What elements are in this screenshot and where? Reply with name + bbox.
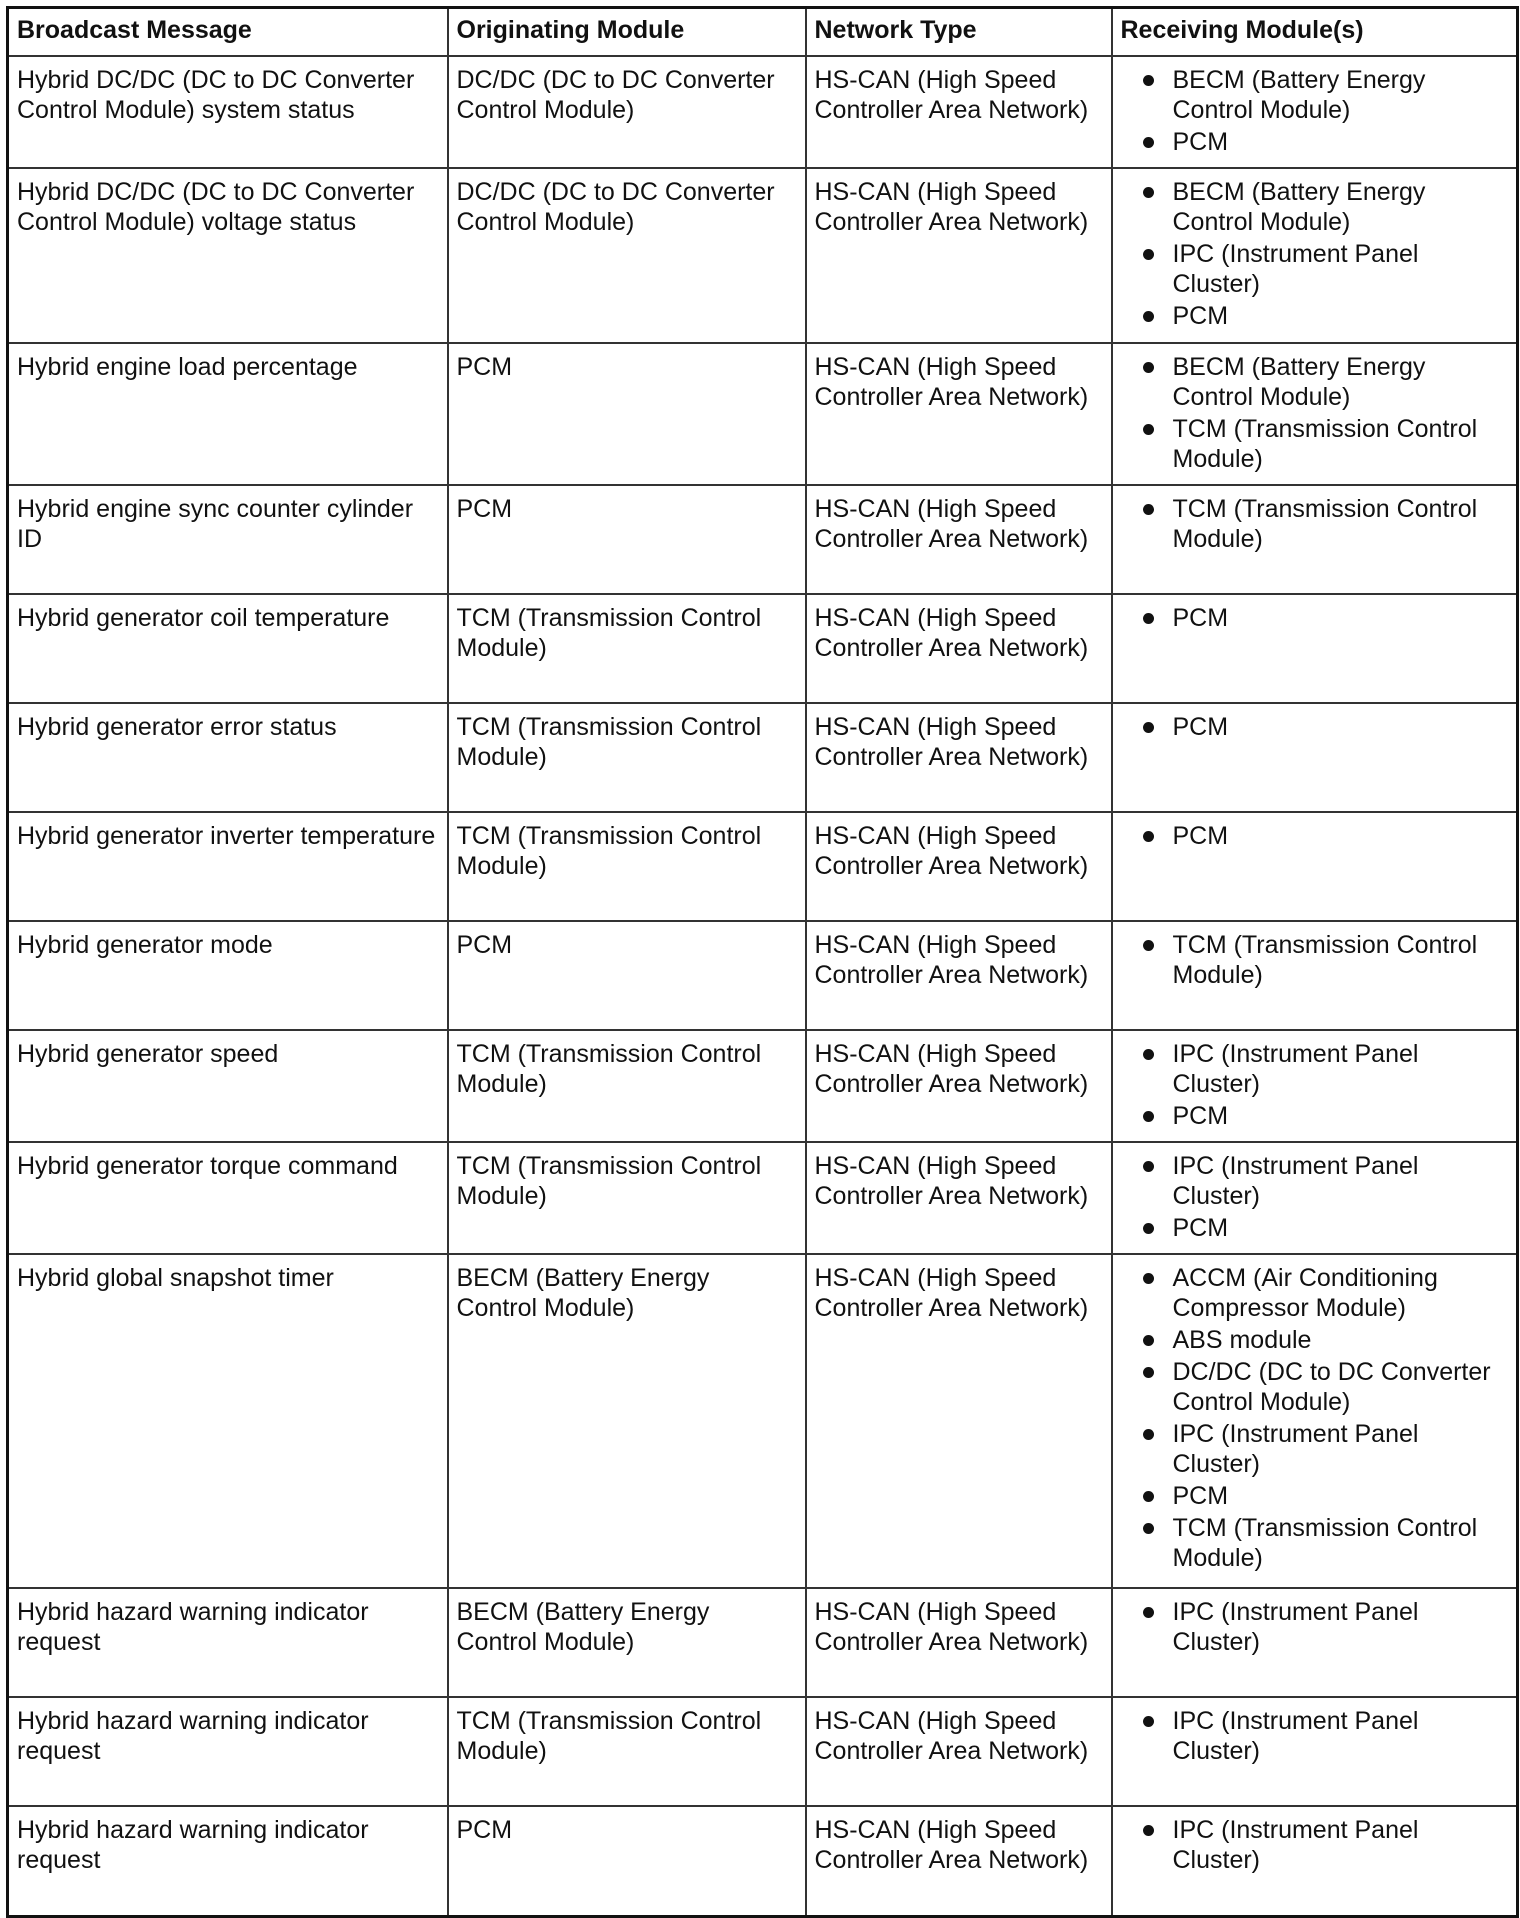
receiving-module-label: TCM (Transmission Control Module) [1172, 1514, 1478, 1572]
cell-network-type: HS-CAN (High Speed Controller Area Network) [806, 1142, 1112, 1254]
header-broadcast-message: Broadcast Message [8, 8, 448, 57]
table-row [8, 594, 1518, 703]
bullet-icon [1143, 1716, 1154, 1727]
receiving-module-label: PCM [1172, 822, 1229, 850]
list-item [1121, 1513, 1509, 1573]
cell-receiving-modules [1112, 812, 1518, 921]
receiving-modules-list [1121, 177, 1509, 331]
list-item [1121, 1325, 1509, 1355]
list-item [1121, 414, 1509, 474]
receiving-module-label: PCM [1172, 128, 1229, 156]
receiving-module-label: PCM [1172, 604, 1229, 632]
cell-receiving-modules [1112, 56, 1518, 168]
cell-broadcast-message: Hybrid generator speed [8, 1030, 448, 1142]
receiving-module-label: ACCM (Air Conditioning Compressor Module) [1172, 1264, 1438, 1322]
cell-broadcast-message: Hybrid generator mode [8, 921, 448, 1030]
cell-broadcast-message: Hybrid DC/DC (DC to DC Converter Control Module) voltage status [8, 168, 448, 343]
cell-broadcast-message: Hybrid generator error status [8, 703, 448, 812]
bullet-icon [1143, 362, 1154, 373]
list-item [1121, 930, 1509, 990]
cell-originating-module: PCM [448, 485, 806, 594]
list-item [1121, 1706, 1509, 1766]
cell-originating-module: TCM (Transmission Control Module) [448, 1142, 806, 1254]
header-network-type: Network Type [806, 8, 1112, 57]
cell-originating-module: PCM [448, 921, 806, 1030]
bullet-icon [1143, 940, 1154, 951]
table-row [8, 1254, 1518, 1588]
cell-receiving-modules [1112, 703, 1518, 812]
receiving-modules-list [1121, 1597, 1509, 1657]
receiving-module-label: TCM (Transmission Control Module) [1172, 495, 1478, 553]
cell-receiving-modules [1112, 1806, 1518, 1916]
receiving-modules-list [1121, 1706, 1509, 1766]
receiving-module-label: TCM (Transmission Control Module) [1172, 931, 1478, 989]
list-item [1121, 1039, 1509, 1099]
cell-broadcast-message: Hybrid hazard warning indicator request [8, 1806, 448, 1916]
bullet-icon [1143, 1607, 1154, 1618]
receiving-module-label: IPC (Instrument Panel Cluster) [1172, 1420, 1419, 1478]
cell-broadcast-message: Hybrid hazard warning indicator request [8, 1697, 448, 1806]
receiving-module-label: PCM [1172, 302, 1229, 330]
cell-network-type: HS-CAN (High Speed Controller Area Network) [806, 812, 1112, 921]
list-item [1121, 301, 1509, 331]
cell-network-type: HS-CAN (High Speed Controller Area Network) [806, 343, 1112, 485]
table-row [8, 56, 1518, 168]
list-item [1121, 177, 1509, 237]
cell-receiving-modules [1112, 1254, 1518, 1588]
cell-network-type: HS-CAN (High Speed Controller Area Network) [806, 1030, 1112, 1142]
receiving-module-label: PCM [1172, 1102, 1229, 1130]
broadcast-message-table [6, 6, 1519, 1918]
list-item [1121, 352, 1509, 412]
cell-originating-module: DC/DC (DC to DC Converter Control Module) [448, 168, 806, 343]
cell-broadcast-message: Hybrid global snapshot timer [8, 1254, 448, 1588]
cell-receiving-modules [1112, 594, 1518, 703]
cell-receiving-modules [1112, 1142, 1518, 1254]
cell-originating-module: BECM (Battery Energy Control Module) [448, 1588, 806, 1697]
receiving-module-label: BECM (Battery Energy Control Module) [1172, 66, 1426, 124]
list-item [1121, 1419, 1509, 1479]
cell-originating-module: BECM (Battery Energy Control Module) [448, 1254, 806, 1588]
header-receiving-modules: Receiving Module(s) [1112, 8, 1518, 57]
cell-network-type: HS-CAN (High Speed Controller Area Network) [806, 168, 1112, 343]
table-body [8, 56, 1518, 1916]
cell-network-type: HS-CAN (High Speed Controller Area Network) [806, 1806, 1112, 1916]
cell-originating-module: PCM [448, 343, 806, 485]
receiving-modules-list [1121, 1263, 1509, 1573]
receiving-module-label: PCM [1172, 713, 1229, 741]
table-row [8, 1697, 1518, 1806]
cell-network-type: HS-CAN (High Speed Controller Area Network) [806, 594, 1112, 703]
list-item [1121, 127, 1509, 157]
receiving-module-label: DC/DC (DC to DC Converter Control Module) [1172, 1358, 1491, 1416]
table-row [8, 168, 1518, 343]
receiving-modules-list [1121, 65, 1509, 157]
cell-broadcast-message: Hybrid engine load percentage [8, 343, 448, 485]
table-row [8, 921, 1518, 1030]
table-row [8, 703, 1518, 812]
bullet-icon [1143, 424, 1154, 435]
list-item [1121, 821, 1509, 851]
cell-network-type: HS-CAN (High Speed Controller Area Network) [806, 703, 1112, 812]
receiving-modules-list [1121, 494, 1509, 554]
receiving-modules-list [1121, 352, 1509, 474]
list-item [1121, 1597, 1509, 1657]
list-item [1121, 1151, 1509, 1211]
receiving-module-label: IPC (Instrument Panel Cluster) [1172, 1152, 1419, 1210]
cell-network-type: HS-CAN (High Speed Controller Area Network) [806, 921, 1112, 1030]
bullet-icon [1143, 187, 1154, 198]
bullet-icon [1143, 1491, 1154, 1502]
cell-broadcast-message: Hybrid generator torque command [8, 1142, 448, 1254]
bullet-icon [1143, 1273, 1154, 1284]
receiving-modules-list [1121, 930, 1509, 990]
bullet-icon [1143, 75, 1154, 86]
list-item [1121, 1481, 1509, 1511]
bullet-icon [1143, 311, 1154, 322]
cell-receiving-modules [1112, 343, 1518, 485]
receiving-modules-list [1121, 603, 1509, 633]
cell-broadcast-message: Hybrid generator inverter temperature [8, 812, 448, 921]
cell-receiving-modules [1112, 168, 1518, 343]
cell-originating-module: TCM (Transmission Control Module) [448, 812, 806, 921]
cell-originating-module: PCM [448, 1806, 806, 1916]
table-row [8, 343, 1518, 485]
receiving-modules-list [1121, 712, 1509, 742]
receiving-module-label: IPC (Instrument Panel Cluster) [1172, 1816, 1419, 1874]
list-item [1121, 603, 1509, 633]
receiving-modules-list [1121, 1815, 1509, 1875]
cell-broadcast-message: Hybrid engine sync counter cylinder ID [8, 485, 448, 594]
receiving-module-label: IPC (Instrument Panel Cluster) [1172, 1707, 1419, 1765]
receiving-modules-list [1121, 1039, 1509, 1131]
receiving-module-label: IPC (Instrument Panel Cluster) [1172, 1040, 1419, 1098]
bullet-icon [1143, 1161, 1154, 1172]
bullet-icon [1143, 1111, 1154, 1122]
cell-receiving-modules [1112, 485, 1518, 594]
list-item [1121, 494, 1509, 554]
cell-receiving-modules [1112, 1697, 1518, 1806]
list-item [1121, 1263, 1509, 1323]
table-row [8, 812, 1518, 921]
bullet-icon [1143, 504, 1154, 515]
bullet-icon [1143, 613, 1154, 624]
cell-receiving-modules [1112, 921, 1518, 1030]
cell-network-type: HS-CAN (High Speed Controller Area Network) [806, 1254, 1112, 1588]
cell-network-type: HS-CAN (High Speed Controller Area Network) [806, 1588, 1112, 1697]
list-item [1121, 712, 1509, 742]
bullet-icon [1143, 722, 1154, 733]
cell-broadcast-message: Hybrid hazard warning indicator request [8, 1588, 448, 1697]
receiving-module-label: PCM [1172, 1482, 1229, 1510]
table-row [8, 1142, 1518, 1254]
cell-originating-module: TCM (Transmission Control Module) [448, 703, 806, 812]
receiving-module-label: PCM [1172, 1214, 1229, 1242]
header-originating-module: Originating Module [448, 8, 806, 57]
table-row [8, 485, 1518, 594]
receiving-module-label: BECM (Battery Energy Control Module) [1172, 353, 1426, 411]
bullet-icon [1143, 1367, 1154, 1378]
receiving-module-label: ABS module [1172, 1326, 1312, 1354]
cell-originating-module: DC/DC (DC to DC Converter Control Module) [448, 56, 806, 168]
bullet-icon [1143, 1523, 1154, 1534]
receiving-modules-list [1121, 1151, 1509, 1243]
cell-originating-module: TCM (Transmission Control Module) [448, 1697, 806, 1806]
receiving-module-label: BECM (Battery Energy Control Module) [1172, 178, 1426, 236]
cell-network-type: HS-CAN (High Speed Controller Area Network) [806, 56, 1112, 168]
list-item [1121, 1815, 1509, 1875]
receiving-module-label: IPC (Instrument Panel Cluster) [1172, 240, 1419, 298]
receiving-module-label: IPC (Instrument Panel Cluster) [1172, 1598, 1419, 1656]
list-item [1121, 65, 1509, 125]
cell-network-type: HS-CAN (High Speed Controller Area Network) [806, 485, 1112, 594]
bullet-icon [1143, 1223, 1154, 1234]
table-row [8, 1030, 1518, 1142]
bullet-icon [1143, 1335, 1154, 1346]
list-item [1121, 1101, 1509, 1131]
bullet-icon [1143, 1049, 1154, 1060]
cell-originating-module: TCM (Transmission Control Module) [448, 594, 806, 703]
cell-receiving-modules [1112, 1588, 1518, 1697]
table-row [8, 1806, 1518, 1916]
bullet-icon [1143, 831, 1154, 842]
cell-network-type: HS-CAN (High Speed Controller Area Network) [806, 1697, 1112, 1806]
bullet-icon [1143, 249, 1154, 260]
list-item [1121, 1357, 1509, 1417]
list-item [1121, 1213, 1509, 1243]
bullet-icon [1143, 137, 1154, 148]
cell-broadcast-message: Hybrid DC/DC (DC to DC Converter Control Module) system status [8, 56, 448, 168]
cell-broadcast-message: Hybrid generator coil temperature [8, 594, 448, 703]
bullet-icon [1143, 1825, 1154, 1836]
cell-receiving-modules [1112, 1030, 1518, 1142]
bullet-icon [1143, 1429, 1154, 1440]
receiving-modules-list [1121, 821, 1509, 851]
table-row [8, 1588, 1518, 1697]
table-header-row [8, 8, 1518, 57]
list-item [1121, 239, 1509, 299]
cell-originating-module: TCM (Transmission Control Module) [448, 1030, 806, 1142]
receiving-module-label: TCM (Transmission Control Module) [1172, 415, 1478, 473]
